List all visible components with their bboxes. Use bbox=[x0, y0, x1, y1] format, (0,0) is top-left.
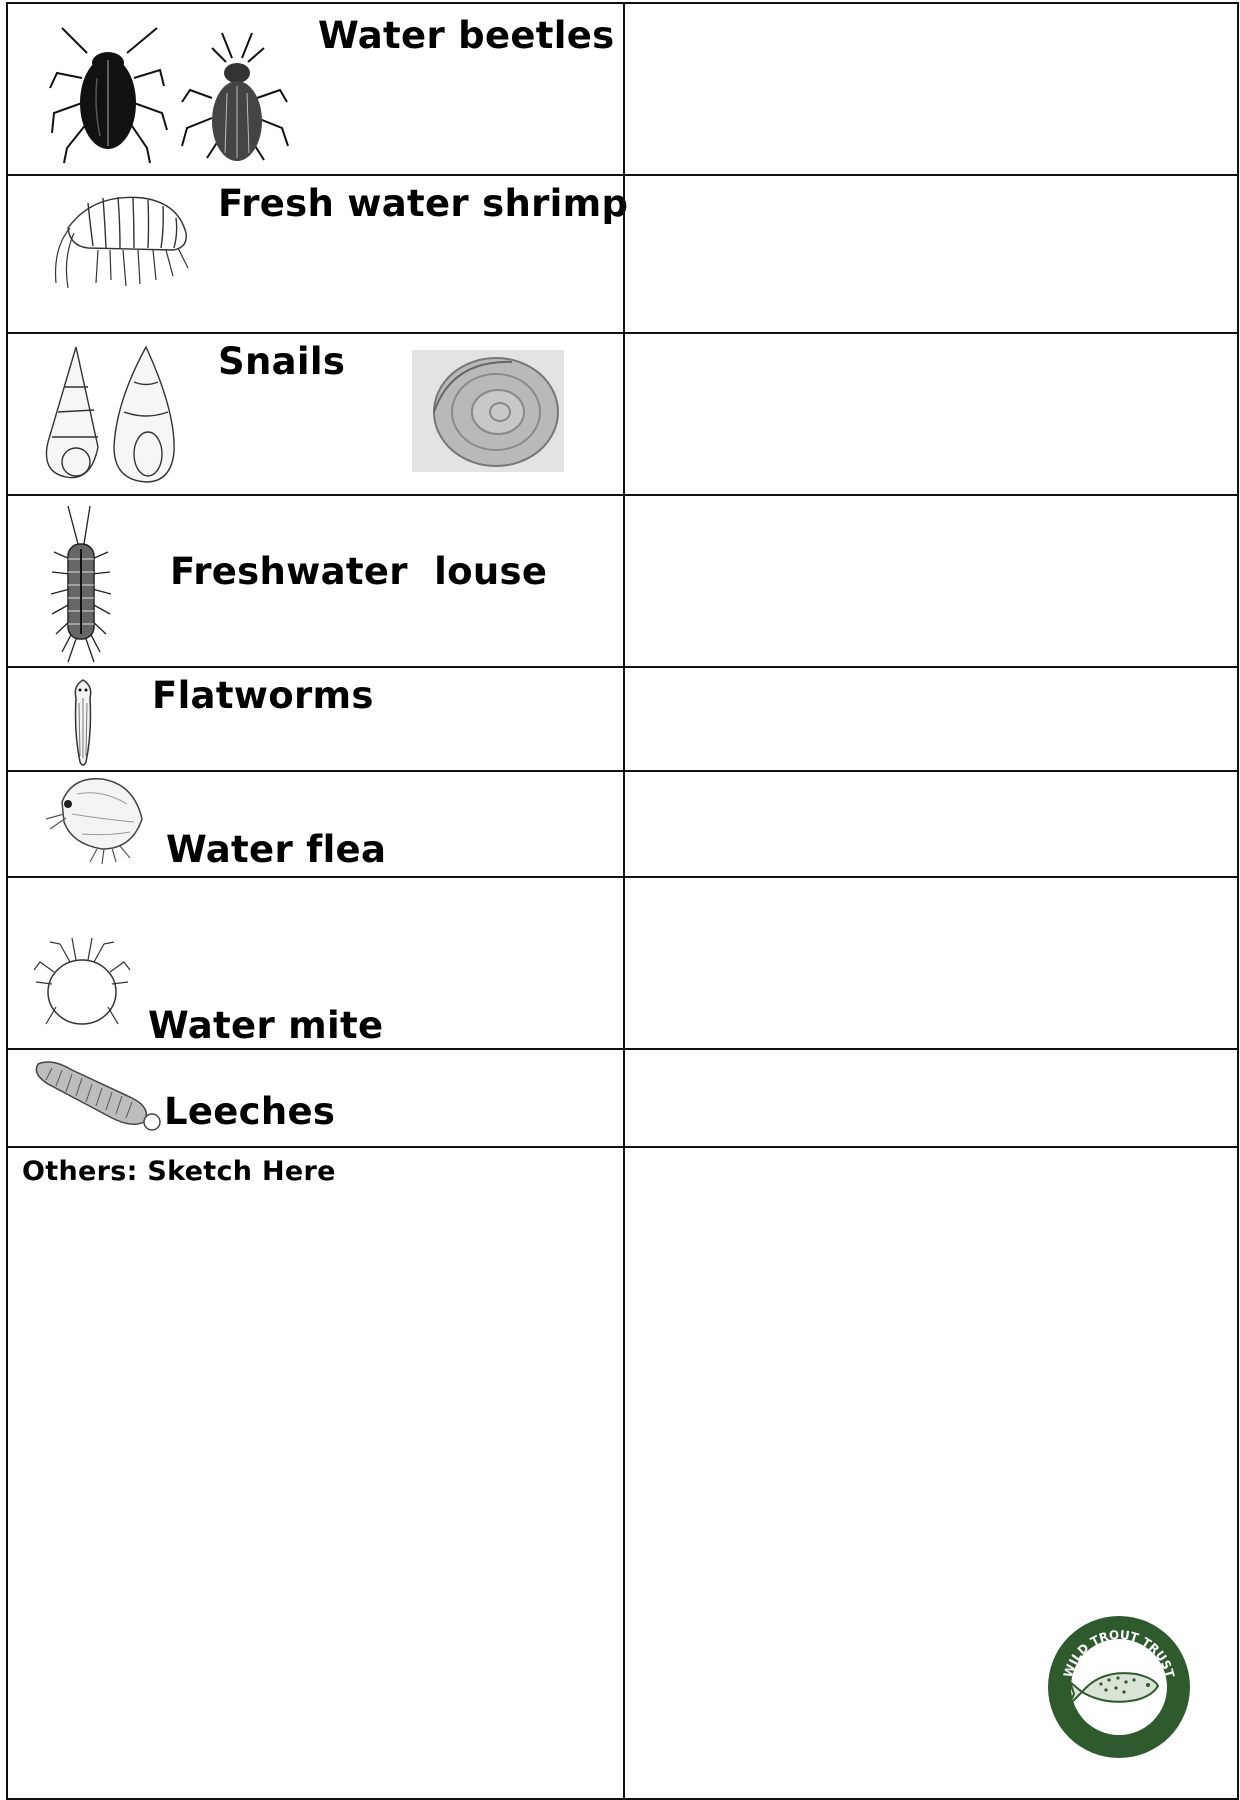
worksheet-table bbox=[6, 2, 1239, 1800]
column-divider bbox=[623, 4, 625, 1798]
snail-icon bbox=[36, 342, 196, 492]
answer-cell-water-flea[interactable] bbox=[625, 772, 1237, 876]
answer-cell-freshwater-louse[interactable] bbox=[625, 496, 1237, 666]
row-label: Fresh water shrimp bbox=[218, 182, 629, 225]
logo-text-top: WILD TROUT TRUST bbox=[1060, 1627, 1178, 1680]
leech-icon bbox=[32, 1056, 164, 1136]
louse-icon bbox=[46, 504, 116, 664]
sketch-area[interactable] bbox=[8, 1148, 621, 1798]
water-mite-icon bbox=[32, 932, 132, 1032]
water-beetle-icon bbox=[42, 18, 292, 168]
water-flea-icon bbox=[42, 774, 152, 864]
others-label: Others: Sketch Here bbox=[22, 1156, 336, 1187]
logo-text-bottom: www.wildtrout.org bbox=[1080, 1708, 1158, 1734]
answer-cell-water-beetles[interactable] bbox=[625, 4, 1237, 174]
answer-cell-water-mite[interactable] bbox=[625, 878, 1237, 1048]
row-label: Snails bbox=[218, 340, 346, 383]
row-label: Leeches bbox=[164, 1090, 336, 1133]
ram-snail-shell-icon bbox=[412, 350, 564, 472]
flatworm-icon bbox=[68, 678, 98, 768]
row-label: Flatworms bbox=[152, 674, 374, 717]
row-label: Water flea bbox=[166, 828, 387, 871]
shrimp-icon bbox=[48, 188, 198, 298]
answer-cell-fresh-water-shrimp[interactable] bbox=[625, 176, 1237, 332]
row-label: Water beetles bbox=[318, 14, 615, 57]
answer-cell-flatworms[interactable] bbox=[625, 668, 1237, 770]
wild-trout-trust-logo bbox=[1046, 1614, 1192, 1760]
row-label: Water mite bbox=[148, 1004, 384, 1047]
answer-cell-snails[interactable] bbox=[625, 334, 1237, 494]
row-label: Freshwater louse bbox=[170, 550, 548, 593]
answer-cell-leeches[interactable] bbox=[625, 1050, 1237, 1146]
